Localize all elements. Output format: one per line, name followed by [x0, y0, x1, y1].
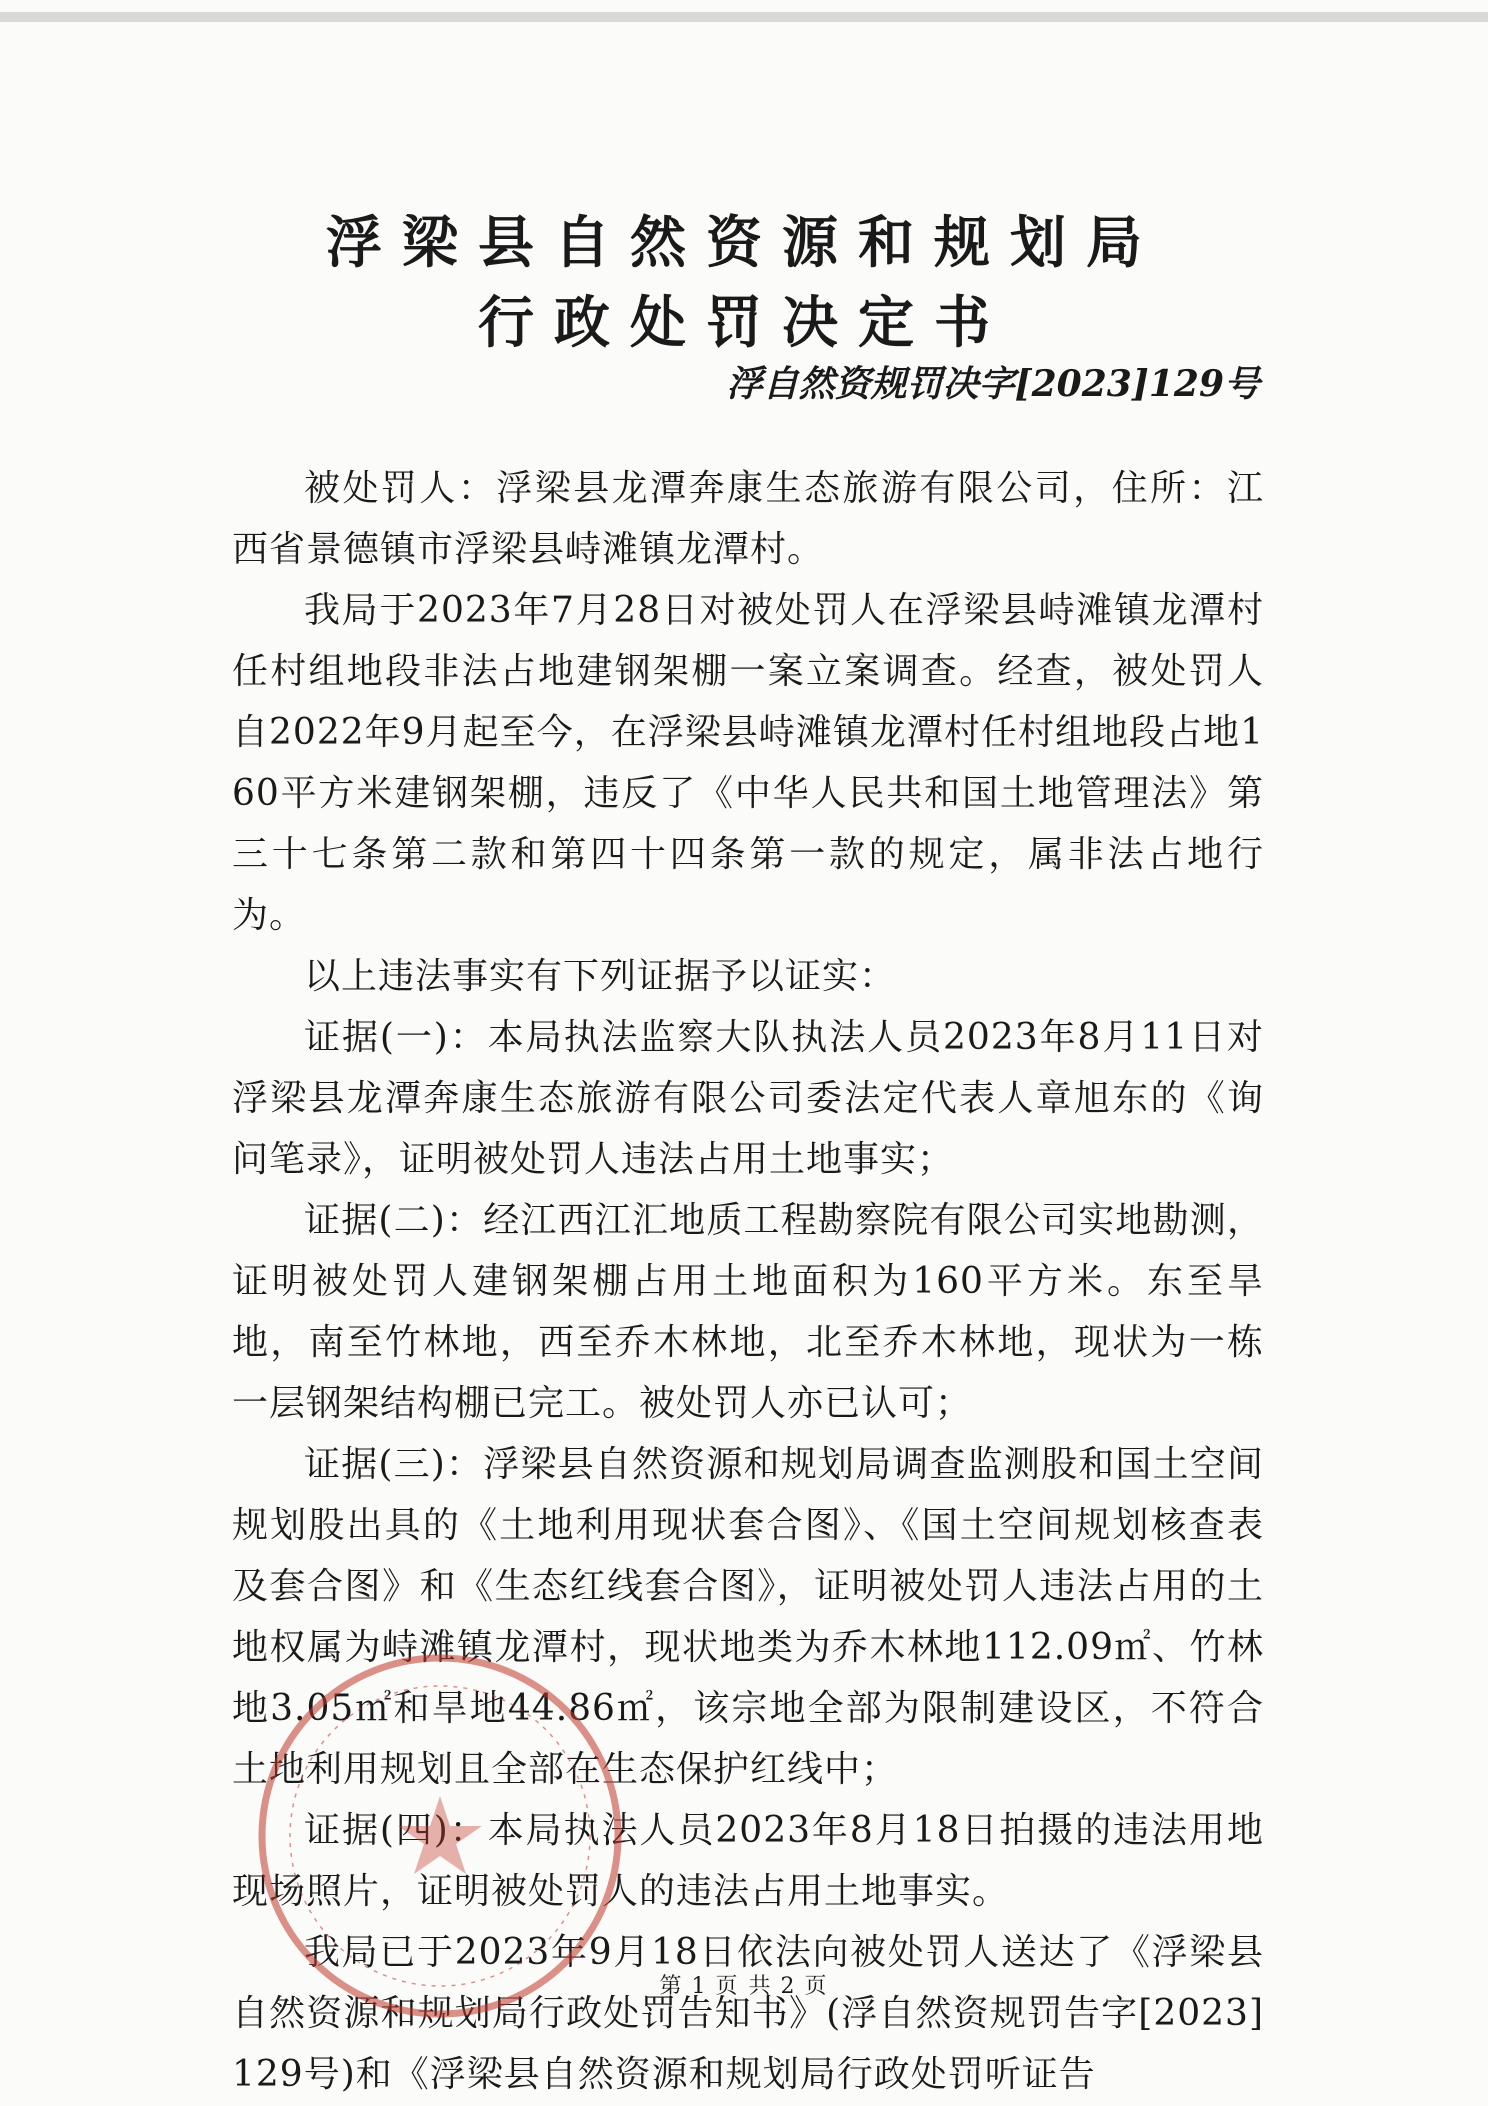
- footer-suffix: 页: [804, 1974, 829, 1999]
- scan-edge-bar: [0, 12, 1488, 22]
- paragraph-evidence-intro: 以上违法事实有下列证据予以证实：: [304, 956, 897, 997]
- document-number: 浮自然资规罚决字[2023]129号: [726, 363, 1260, 405]
- footer-middle: 页 共: [715, 1974, 773, 1999]
- page-footer: [0, 1972, 1488, 2002]
- paragraph-notification: 我局已于2023年9月18日依法向被处罚人送达了《浮梁县自然资源和规划局行政处罚告知书》(浮自然资规罚告字[2023]129号)和《浮梁县自然资源和规划局行政处罚听证告: [232, 1932, 1264, 2095]
- document-body: [232, 458, 1264, 2105]
- document-title-line1: 浮梁县自然资源和规划局: [326, 210, 1162, 276]
- footer-total-pages: 2: [780, 1974, 797, 1999]
- paragraph-investigation: 我局于2023年7月28日对被处罚人在浮梁县峙滩镇龙潭村任村组地段非法占地建钢架棚一案立案调查。经查，被处罚人自2022年9月起至今，在浮梁县峙滩镇龙潭村任村组地段占地160平方米建钢架棚，违反了《中华人民共和国土地管理法》第三十七条第二款和第四十四条第一款的规定，属非法占地行为。: [232, 590, 1264, 936]
- footer-page-number: 1: [691, 1974, 708, 1999]
- paragraph-evidence-3: 证据(三)：浮梁县自然资源和规划局调查监测股和国土空间规划股出具的《土地利用现状套合图》、《国土空间规划核查表及套合图》和《生态红线套合图》，证明被处罚人违法占用的土地权属为峙滩镇龙潭村，现状地类为乔木林地112.09㎡、竹林地3.05㎡和旱地44.86㎡，该宗地全部为限制建设区，不符合土地利用规划且全部在生态保护红线中；: [232, 1444, 1264, 1790]
- document-title-line2: 行政处罚决定书: [478, 290, 1010, 356]
- paragraph-evidence-1: 证据(一)：本局执法监察大队执法人员2023年8月11日对浮梁县龙潭奔康生态旅游有限公司委法定代表人章旭东的《询问笔录》，证明被处罚人违法占用土地事实；: [232, 1017, 1264, 1180]
- footer-prefix: 第: [659, 1974, 684, 1999]
- paragraph-evidence-2: 证据(二)：经江西江汇地质工程勘察院有限公司实地勘测，证明被处罚人建钢架棚占用土地面积为160平方米。东至旱地，南至竹林地，西至乔木林地，北至乔木林地，现状为一栋一层钢架结构棚已完工。被处罚人亦已认可；: [232, 1200, 1264, 1424]
- paragraph-penalized-party: 被处罚人：浮梁县龙潭奔康生态旅游有限公司，住所：江西省景德镇市浮梁县峙滩镇龙潭村。: [232, 468, 1264, 570]
- paragraph-evidence-4: 证据(四)：本局执法人员2023年8月18日拍摄的违法用地现场照片，证明被处罚人的违法占用土地事实。: [232, 1810, 1264, 1912]
